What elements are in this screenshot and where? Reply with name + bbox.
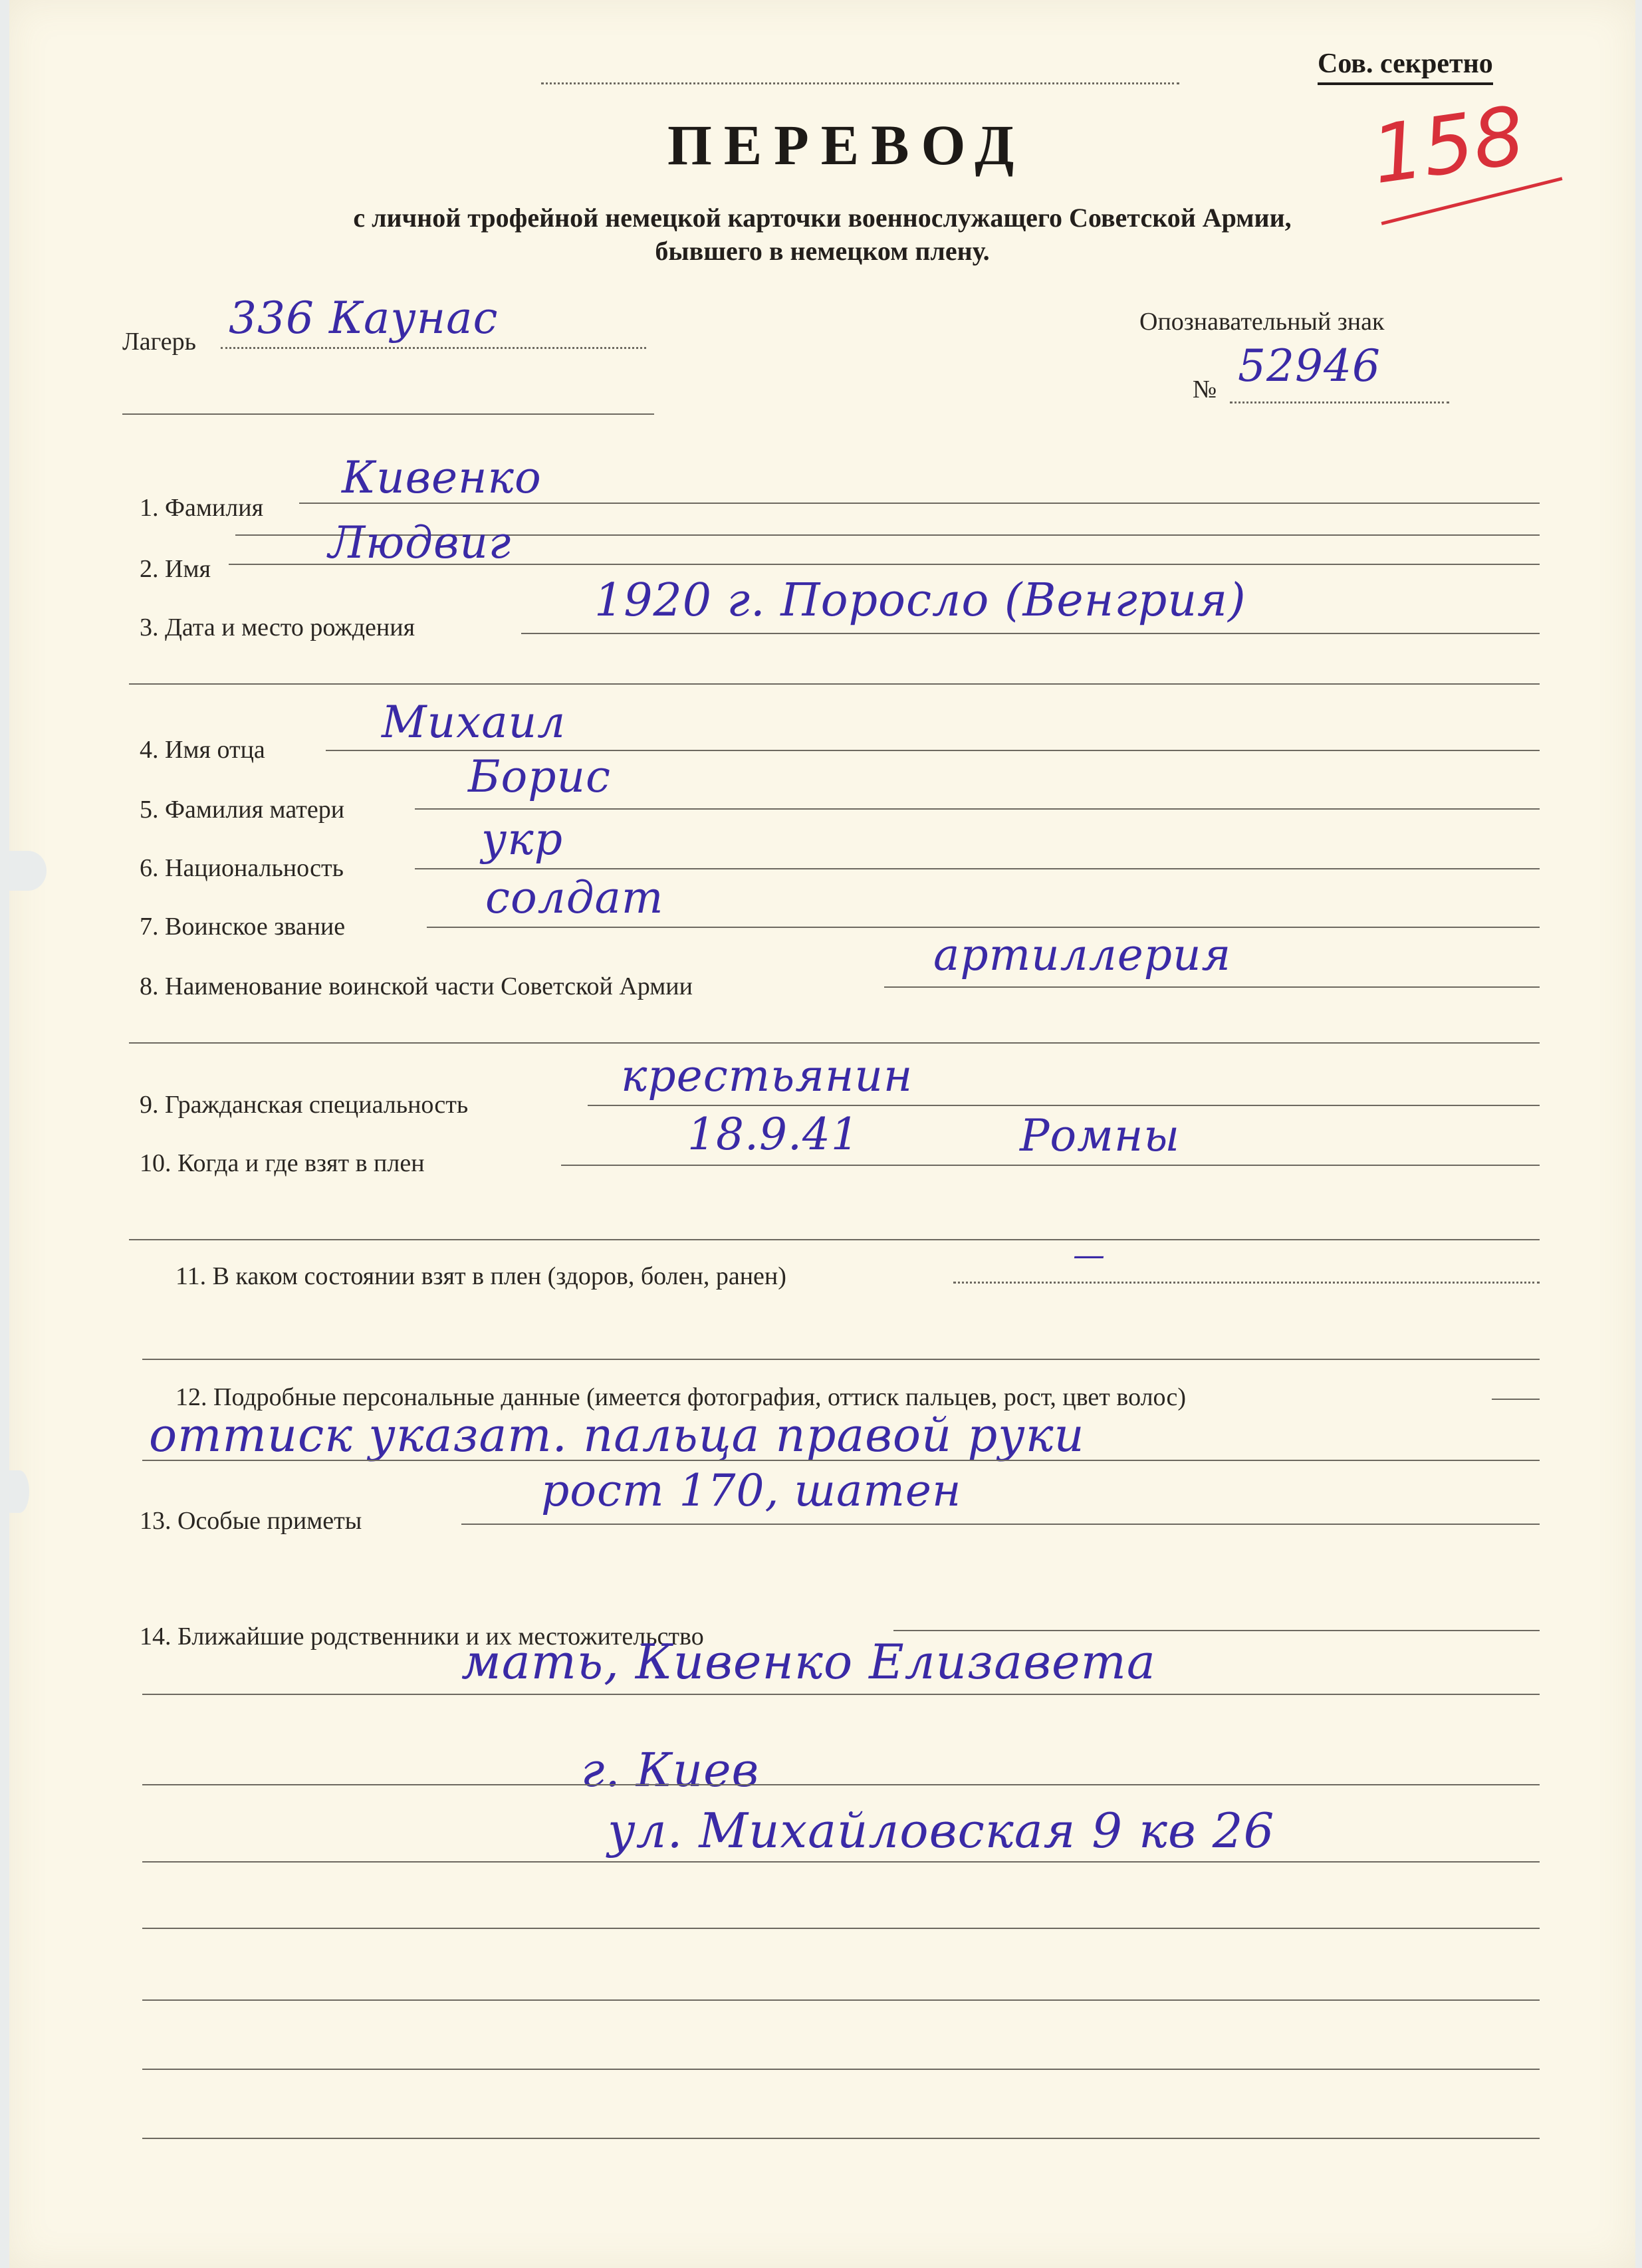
field-6-label: 6. Национальность (140, 854, 344, 882)
field-10-value-place: Ромны (1020, 1110, 1181, 1161)
field-9-label: 9. Гражданская специальность (140, 1091, 469, 1119)
field-12-extra-line (142, 1460, 1540, 1461)
field-3-value: 1920 г. Поросло (Венгрия) (594, 574, 1246, 627)
field-6-value: укр (481, 814, 563, 865)
field-9-value: крестьянин (621, 1050, 913, 1101)
punch-hole-notch (9, 851, 47, 891)
field-10-label: 10. Когда и где взят в плен (140, 1149, 425, 1177)
blank-line (142, 1928, 1540, 1929)
field-7-line (427, 927, 1540, 928)
field-5-value: Борис (468, 751, 611, 802)
field-10-line (561, 1165, 1540, 1166)
field-9-line (588, 1105, 1540, 1106)
document-subtitle-line2: бывшего в немецком плену. (655, 236, 990, 266)
field-8-line (884, 986, 1540, 988)
address-line2: ул. Михайловская 9 кв 26 (608, 1803, 1275, 1859)
id-tag-label: Опознавательный знак (1139, 308, 1385, 336)
field-10-value: 18.9.41 (687, 1109, 860, 1160)
field-14-value: мать, Кивенко Елизавета (461, 1634, 1156, 1690)
field-12-value: оттиск указат. пальца правой руки (149, 1408, 1085, 1462)
classification-stamp: Сов. секретно (1318, 48, 1493, 85)
blank-line (142, 2069, 1540, 2070)
document-title: ПЕРЕВОД (667, 113, 1026, 177)
field-12-label: 12. Подробные персональные данные (имеется фотография, оттиск пальцев, рост, цвет волос) (176, 1383, 1186, 1411)
field-8-label: 8. Наименование воинской части Советской Армии (140, 972, 693, 1000)
field-2-label: 2. Имя (140, 555, 211, 583)
address-line1: г. Киев (581, 1743, 760, 1797)
blank-line (142, 1999, 1540, 2001)
field-4-value: Михаил (382, 697, 566, 748)
field-2-value: Людвиг (328, 517, 512, 568)
camp-line (221, 347, 646, 349)
field-14-line (893, 1630, 1540, 1631)
id-tag-number-value: 52946 (1238, 340, 1381, 392)
header-faint-line (541, 82, 1179, 84)
field-13-line (461, 1524, 1540, 1525)
address-line2-rule (142, 1861, 1540, 1863)
document-page (9, 0, 1635, 2268)
address-line1-rule (142, 1784, 1540, 1785)
field-11-extra-line (142, 1359, 1540, 1360)
field-1-value: Кивенко (342, 452, 542, 503)
red-file-number: 158 (1366, 89, 1530, 203)
id-tag-number-line (1230, 401, 1449, 403)
field-3-label: 3. Дата и место рождения (140, 614, 415, 641)
field-10-extra-line (129, 1239, 1540, 1240)
field-3-line (521, 633, 1540, 634)
field-11-label: 11. В каком состоянии взят в плен (здоров, болен, ранен) (176, 1262, 786, 1290)
field-14-extra-line (142, 1694, 1540, 1695)
field-11-value: — (1073, 1236, 1106, 1274)
field-3-extra-line (129, 683, 1540, 685)
document-subtitle-line1: с личной трофейной немецкой карточки военнослужащего Советской Армии, (353, 203, 1292, 233)
field-6-line (415, 868, 1540, 869)
field-7-value: солдат (485, 872, 664, 923)
field-13-value: рост 170, шатен (541, 1465, 962, 1516)
camp-second-line (122, 413, 654, 415)
field-5-label: 5. Фамилия матери (140, 796, 345, 824)
punch-hole-notch (9, 1470, 29, 1513)
blank-line (142, 2138, 1540, 2139)
field-12-line (1492, 1399, 1540, 1400)
id-tag-number-prefix: № (1193, 376, 1217, 403)
field-8-extra-line (129, 1042, 1540, 1044)
field-14-label: 14. Ближайшие родственники и их местожительство (140, 1623, 704, 1650)
field-5-line (415, 808, 1540, 810)
field-11-line (953, 1282, 1540, 1284)
camp-label: Лагерь (122, 328, 196, 356)
field-8-value: артиллерия (933, 929, 1232, 980)
field-4-label: 4. Имя отца (140, 736, 265, 764)
camp-value: 336 Каунас (229, 292, 499, 344)
field-7-label: 7. Воинское звание (140, 913, 346, 941)
field-1-label: 1. Фамилия (140, 494, 264, 522)
field-13-label: 13. Особые приметы (140, 1507, 362, 1535)
